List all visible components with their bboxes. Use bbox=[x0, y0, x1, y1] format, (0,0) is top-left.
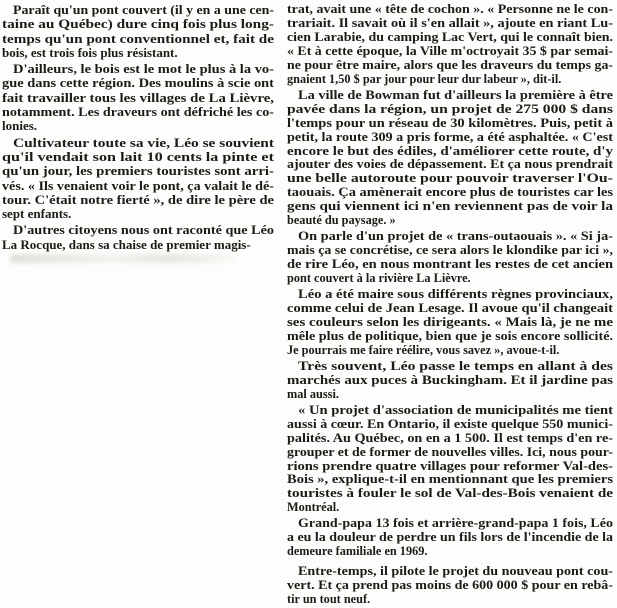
text-line-content: une belle autoroute pour pouvoir traverser l'Ou- bbox=[287, 171, 613, 186]
text-line-content: Je pourrais me faire réélire, vous savez », avoue-t-il. bbox=[287, 342, 560, 357]
text-line bbox=[287, 117, 613, 131]
text-line bbox=[287, 244, 613, 258]
text-line-content: comme celui de Jean Lesage. Il avoue qu'il changeait bbox=[287, 301, 613, 316]
text-line-content: temps qu'un pont conventionnel et, fait de bbox=[2, 30, 274, 46]
text-line bbox=[287, 460, 613, 474]
text-line bbox=[287, 418, 613, 432]
text-line bbox=[287, 446, 613, 460]
text-line-content: rions prendre quatre villages pour reformer Val-des- bbox=[287, 458, 613, 473]
text-line-content: « Et à cette époque, la Ville m'octroyait 35 $ par semai- bbox=[287, 43, 613, 58]
text-line bbox=[287, 330, 613, 344]
text-line bbox=[2, 179, 274, 193]
text-line-content: tour. C'était notre fierté », de dire le père de bbox=[2, 191, 274, 207]
paragraph bbox=[287, 89, 613, 229]
text-line-content: de rire Léo, en nous montrant les restes de cet ancien bbox=[287, 257, 613, 272]
text-line bbox=[2, 105, 274, 119]
text-line-content: notamment. Les draveurs ont défriché les co- bbox=[2, 104, 274, 120]
text-line bbox=[2, 76, 274, 90]
text-line bbox=[287, 388, 613, 402]
text-line-content: grouper et de former de nouvelles villes. Ici, nous pour- bbox=[287, 444, 613, 459]
text-line-content: ses couleurs selon les dirigeants. « Mais là, je ne me bbox=[287, 314, 613, 329]
text-line-content: gens qui viennent ici n'en reviennent pas de voir la bbox=[287, 199, 613, 214]
text-line-content: tir un tout neuf. bbox=[287, 592, 371, 607]
text-line-content: Léo a été maire sous différents règnes provinciaux, bbox=[298, 287, 613, 302]
text-line-content: marchés aux puces à Buckingham. Et il jardine pas bbox=[287, 372, 613, 387]
text-line-content: On parle d'un projet de « trans-outaouais ». « Si ja- bbox=[298, 229, 613, 244]
text-line-content: a eu la douleur de perdre un fils lors de l'incendie de la bbox=[287, 530, 613, 545]
text-line-content: pont couvert à la rivière La Lièvre. bbox=[287, 271, 471, 286]
text-line-content: Cultivateur toute sa vie, Léo se souvient bbox=[13, 134, 274, 150]
text-line-content: Grand-papa 13 fois et arrière-grand-papa 1 fois, Léo bbox=[298, 516, 613, 531]
text-line-content: mais ça se concrétise, ce sera alors le klondike par ici », bbox=[287, 243, 613, 258]
text-line-content: Entre-temps, il pilote le projet du nouveau pont cou- bbox=[298, 564, 613, 579]
paragraph bbox=[287, 404, 613, 516]
paragraph bbox=[287, 360, 613, 402]
text-line bbox=[287, 186, 613, 200]
text-line bbox=[2, 17, 274, 31]
text-line bbox=[2, 32, 274, 46]
text-line bbox=[287, 432, 613, 446]
paragraph bbox=[2, 62, 274, 133]
text-line bbox=[2, 150, 274, 164]
paragraph bbox=[2, 3, 274, 60]
text-line-content: D'autres citoyens nous ont raconté que Léo bbox=[13, 222, 274, 238]
text-line-content: mal aussi. bbox=[287, 386, 339, 401]
paragraph bbox=[287, 565, 613, 607]
text-line bbox=[287, 158, 613, 172]
text-line bbox=[287, 45, 613, 59]
text-line bbox=[287, 487, 613, 501]
text-line bbox=[287, 214, 613, 228]
text-line bbox=[2, 3, 274, 17]
text-line-content: vert. Et ça prend pas moins de 600 000 $ pour en rebâ- bbox=[287, 578, 613, 593]
text-line bbox=[287, 288, 613, 302]
text-line bbox=[287, 172, 613, 186]
text-line bbox=[287, 374, 613, 388]
paragraph bbox=[287, 3, 613, 87]
text-line bbox=[287, 89, 613, 103]
text-line-content: gnaient 1,50 $ par jour pour leur dur labeur », dit-il. bbox=[287, 71, 562, 86]
text-line bbox=[287, 545, 613, 559]
text-line bbox=[2, 46, 274, 60]
text-line bbox=[287, 593, 613, 607]
text-line bbox=[287, 31, 613, 45]
text-line-content: Montréal. bbox=[287, 500, 340, 515]
text-line bbox=[2, 91, 274, 105]
paragraph bbox=[2, 223, 274, 252]
text-line-content: aussi à cœur. En Ontario, il existe quelque 550 munici- bbox=[287, 416, 613, 431]
text-line bbox=[2, 136, 274, 150]
text-line-content: Bois », explique-t-il en mentionnant que les premiers bbox=[287, 472, 613, 487]
text-line bbox=[287, 17, 613, 31]
text-line-content: sept enfants. bbox=[2, 206, 72, 222]
text-line-content: trat, avait une « tête de cochon ». « Personne ne le con- bbox=[287, 2, 613, 16]
article-column-left bbox=[2, 3, 274, 252]
text-line-content: taouais. Ça amènerait encore plus de touristes car les bbox=[287, 185, 613, 200]
text-line-content: ne pour être maire, alors que les draveurs du temps ga- bbox=[287, 57, 613, 72]
text-line bbox=[287, 103, 613, 117]
text-line-content: cien Larabie, du camping Lac Vert, qui le connaît bien. bbox=[287, 29, 613, 44]
text-line bbox=[287, 501, 613, 515]
text-line-content: trariait. Il savait où il s'en allait », ajoute en riant Lu- bbox=[287, 15, 613, 30]
text-line bbox=[287, 473, 613, 487]
text-line bbox=[287, 272, 613, 286]
text-line bbox=[287, 302, 613, 316]
text-line bbox=[2, 119, 274, 133]
text-line-content: beauté du paysage. » bbox=[287, 213, 396, 228]
text-line bbox=[2, 62, 274, 76]
text-line-content: bois, est trois fois plus résistant. bbox=[2, 44, 178, 60]
text-line-content: ajouter des voies de dépassement. Et ça nous prendrait bbox=[287, 157, 613, 172]
text-line bbox=[2, 238, 274, 252]
article-column-right bbox=[287, 3, 613, 607]
text-line bbox=[287, 59, 613, 73]
text-line-content: qu'il vendait son lait 10 cents la pinte et bbox=[2, 148, 274, 164]
paragraph bbox=[287, 288, 613, 358]
text-line-content: « Un projet d'association de municipalités me tient bbox=[298, 402, 613, 417]
text-line bbox=[287, 258, 613, 272]
text-line-content: demeure familiale en 1969. bbox=[287, 544, 428, 559]
text-line bbox=[287, 131, 613, 145]
text-line bbox=[287, 531, 613, 545]
text-line bbox=[287, 230, 613, 244]
text-line bbox=[2, 164, 274, 178]
text-line bbox=[2, 193, 274, 207]
paragraph bbox=[2, 136, 274, 222]
text-line bbox=[287, 316, 613, 330]
text-line bbox=[287, 73, 613, 87]
text-line-content: l'temps pour un réseau de 30 kilomètres. Puis, petit à bbox=[287, 115, 613, 130]
text-line bbox=[287, 200, 613, 214]
text-line bbox=[287, 517, 613, 531]
text-line bbox=[287, 565, 613, 579]
text-line-content: D'ailleurs, le bois est le mot le plus à la vo- bbox=[13, 61, 274, 77]
text-line-content: mêle plus de politique, bien que je sois encore sollicité. bbox=[287, 328, 613, 343]
text-line-content: Paraît qu'un pont couvert (il y en a une cen- bbox=[13, 2, 274, 17]
text-line bbox=[287, 145, 613, 159]
text-line-content: Très souvent, Léo passe le temps en allant à des bbox=[298, 358, 613, 373]
text-line bbox=[287, 344, 613, 358]
text-line bbox=[287, 3, 613, 17]
text-line bbox=[287, 360, 613, 374]
text-line-content: fait travailler tous les villages de La Lièvre, bbox=[2, 89, 274, 105]
text-line-content: qu'un jour, les premiers touristes sont arri- bbox=[2, 163, 274, 179]
text-line-content: palités. Au Québec, on en a 1 500. Il est temps d'en re- bbox=[287, 430, 613, 445]
text-line-content: petit, la route 309 a pris forme, a été asphaltée. « C'est bbox=[287, 129, 613, 144]
text-line-content: taine au Québec) dure cinq fois plus long- bbox=[2, 16, 274, 32]
text-line-content: encore le but des édiles, d'améliorer cette route, d'y bbox=[287, 143, 613, 158]
text-line-content: gue dans cette région. Des moulins à scie ont bbox=[2, 75, 274, 91]
text-line bbox=[2, 223, 274, 237]
text-line-content: pavée dans la région, un projet de 275 000 $ dans bbox=[287, 101, 613, 116]
paragraph bbox=[287, 517, 613, 559]
text-line-content: vés. « Ils venaient voir le pont, ça valait le dé- bbox=[2, 177, 274, 193]
text-line-content: touristes à fouler le sol de Val-des-Bois venaient de bbox=[287, 486, 613, 501]
scan-smudge bbox=[10, 254, 238, 263]
text-line bbox=[287, 404, 613, 418]
text-line-content: lonies. bbox=[2, 118, 38, 134]
text-line-content: La Rocque, dans sa chaise de premier magis- bbox=[2, 236, 251, 252]
text-line bbox=[2, 207, 274, 221]
text-line-content: La ville de Bowman fut d'ailleurs la première à être bbox=[298, 87, 613, 102]
paragraph bbox=[287, 230, 613, 286]
text-line bbox=[287, 579, 613, 593]
